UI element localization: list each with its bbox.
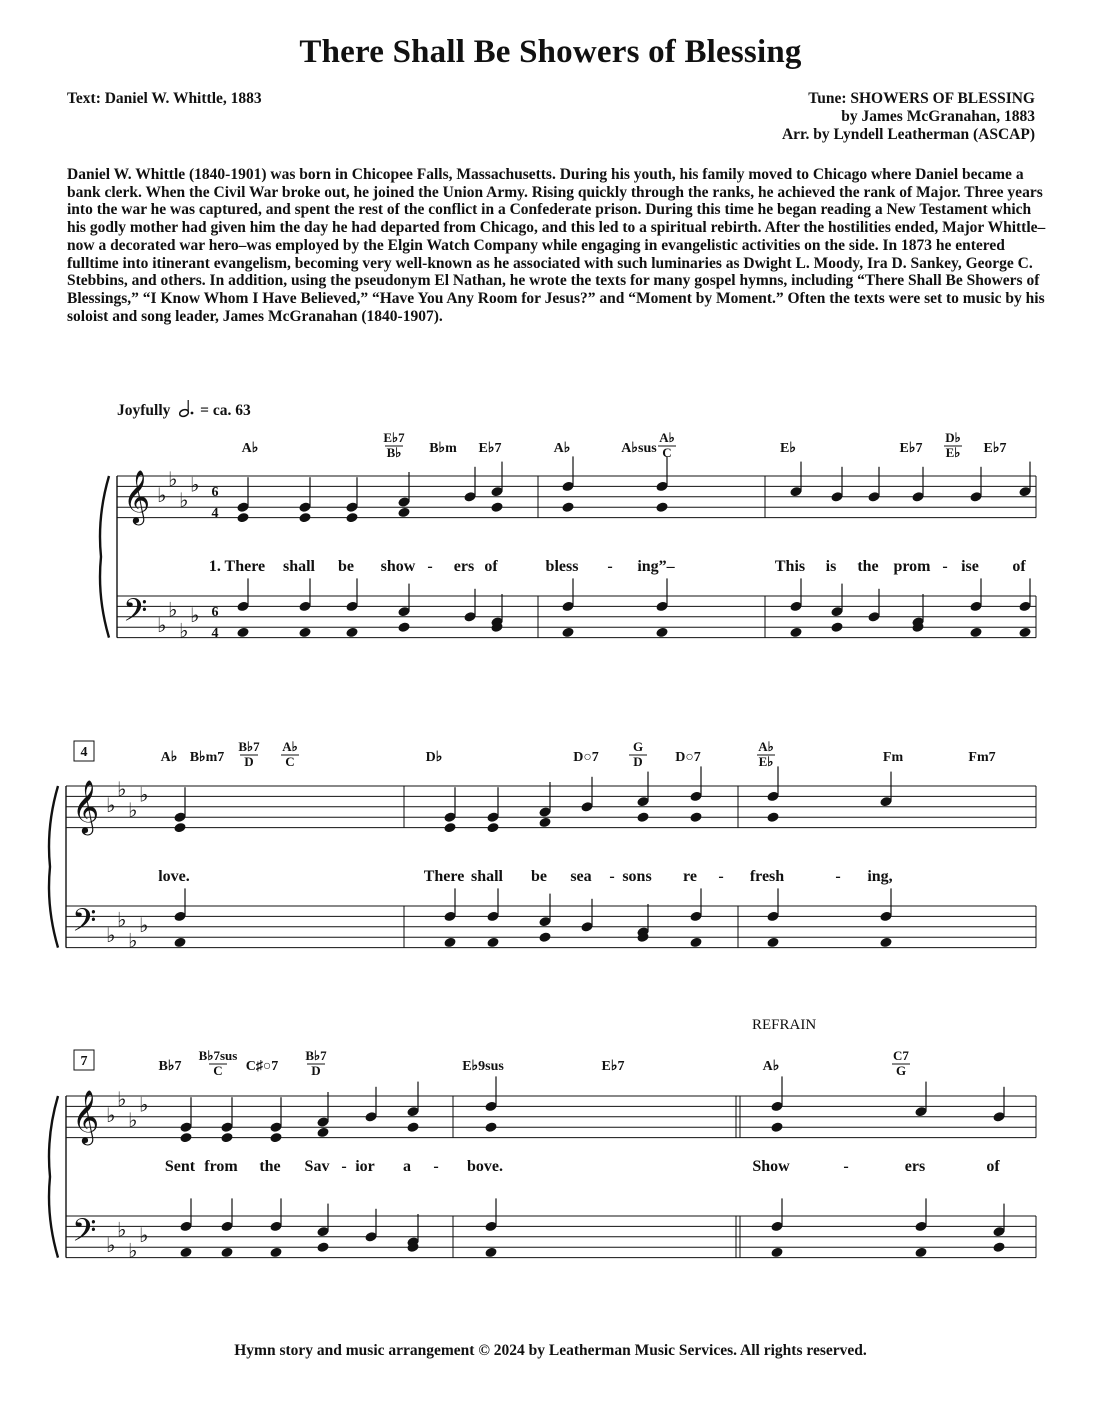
lyric-syllable: - xyxy=(341,1158,347,1175)
chord-symbol: E♭9sus xyxy=(462,1059,504,1074)
flat-icon: ♭ xyxy=(128,798,138,822)
flat-icon: ♭ xyxy=(117,907,127,932)
lyric-syllable: - xyxy=(942,558,948,575)
chord-symbol: E♭7 xyxy=(983,441,1007,456)
chord-symbol-bottom: D xyxy=(244,754,254,769)
bass-note xyxy=(179,1247,192,1259)
flat-icon: ♭ xyxy=(139,1222,149,1247)
bass-note xyxy=(443,937,456,949)
flat-icon: ♭ xyxy=(139,912,149,937)
chord-symbol-top: B♭7 xyxy=(238,739,260,754)
flat-icon: ♭ xyxy=(157,613,167,638)
chord-symbol: A♭ xyxy=(762,1059,780,1074)
flat-icon: ♭ xyxy=(106,923,116,948)
lyric-syllable: sons xyxy=(622,868,652,885)
lyric-syllable: of xyxy=(986,1158,1000,1175)
lyric-syllable: ing, xyxy=(867,868,893,885)
lyric-syllable: re xyxy=(683,868,697,885)
chord-symbol-top: A♭ xyxy=(659,430,675,445)
bass-note xyxy=(1018,627,1031,639)
chord-symbol-bottom: D xyxy=(311,1063,321,1078)
chord-symbol-bottom: C xyxy=(213,1063,223,1078)
flat-icon: ♭ xyxy=(190,602,200,627)
lyric-syllable: bless xyxy=(545,558,579,575)
flat-icon: ♭ xyxy=(128,1108,138,1132)
lyric-syllable: shall xyxy=(470,868,504,885)
treble-note xyxy=(538,817,551,829)
treble-note xyxy=(770,1121,783,1133)
measure-number: 4 xyxy=(80,745,88,760)
flat-icon: ♭ xyxy=(106,1102,116,1127)
flat-icon: ♭ xyxy=(128,1238,138,1263)
chord-symbol-top: A♭ xyxy=(282,739,298,754)
tune-credit-line3: Arr. by Lyndell Leatherman (ASCAP) xyxy=(781,126,1035,143)
chord-symbol: B♭m xyxy=(429,441,457,456)
chord-symbol-bottom: D xyxy=(633,754,643,769)
lyric-syllable: - xyxy=(427,558,433,575)
bass-note xyxy=(766,937,779,949)
treble-note xyxy=(636,811,649,823)
treble-clef-icon: 𝄞 xyxy=(72,779,100,833)
treble-note xyxy=(490,501,503,513)
lyric-syllable: 1. There xyxy=(208,558,266,575)
chord-symbol-bottom: G xyxy=(895,1063,907,1078)
bass-note xyxy=(914,1247,927,1259)
refrain-label: REFRAIN xyxy=(752,1017,817,1033)
treble-note xyxy=(173,822,186,834)
chord-symbol-bottom: C xyxy=(285,754,295,769)
lyric-syllable: is xyxy=(825,558,837,575)
bass-note xyxy=(538,931,551,943)
lyric-syllable: - xyxy=(607,558,613,575)
chord-symbol: E♭ xyxy=(780,441,796,456)
tune-credit-line2: by James McGranahan, 1883 xyxy=(841,108,1035,125)
lyric-syllable: love. xyxy=(158,868,190,885)
lyric-syllable: ers xyxy=(904,1158,926,1175)
chord-symbol-bottom: E♭ xyxy=(758,754,774,769)
bass-note xyxy=(789,627,802,639)
chord-symbol: E♭7 xyxy=(899,441,923,456)
tempo-word: Joyfully xyxy=(117,402,171,419)
chord-symbol-top: G xyxy=(632,739,644,754)
bass-note xyxy=(830,621,843,633)
chord-symbol: E♭7 xyxy=(478,441,502,456)
tune-credit-line1: Tune: SHOWERS OF BLESSING xyxy=(808,90,1035,107)
bass-note xyxy=(879,937,892,949)
bass-note xyxy=(397,621,410,633)
flat-icon: ♭ xyxy=(117,777,127,802)
chord-symbol: A♭ xyxy=(553,441,571,456)
brace xyxy=(49,786,58,948)
chord-symbol: B♭m7 xyxy=(189,750,225,765)
bass-note xyxy=(486,937,499,949)
chord-symbol: B♭7 xyxy=(158,1059,182,1074)
lyric-syllable: This xyxy=(774,558,806,575)
lyric-syllable: be xyxy=(531,868,547,885)
flat-icon: ♭ xyxy=(190,472,200,497)
lyric-syllable: be xyxy=(338,558,354,575)
lyric-syllable: the xyxy=(259,1158,281,1175)
chord-symbol: D○7 xyxy=(675,750,701,765)
lyric-syllable: ing”– xyxy=(637,558,675,575)
chord-symbol-top: D♭ xyxy=(945,430,961,445)
lyric-syllable: of xyxy=(484,558,498,575)
chord-symbol: Fm xyxy=(882,750,904,765)
lyric-syllable: ior xyxy=(355,1158,375,1175)
time-sig-top: 6 xyxy=(211,605,219,620)
chord-symbol: Fm7 xyxy=(968,750,996,765)
bass-note xyxy=(992,1241,1005,1253)
chord-symbol: C♯○7 xyxy=(245,1059,279,1074)
lyric-syllable: - xyxy=(843,1158,849,1175)
bass-note xyxy=(770,1247,783,1259)
lyric-syllable: Show xyxy=(752,1158,790,1175)
lyric-syllable: a xyxy=(403,1158,411,1175)
lyric-syllable: Sav xyxy=(304,1158,330,1175)
lyric-syllable: - xyxy=(609,868,615,885)
lyric-syllable: sea xyxy=(570,868,592,885)
treble-note xyxy=(179,1132,192,1144)
bass-clef-icon: 𝄢 xyxy=(72,902,97,946)
lyric-syllable: Sent xyxy=(164,1158,196,1175)
lyric-syllable: ise xyxy=(961,558,979,575)
time-sig-top: 6 xyxy=(211,485,219,500)
hymn-story: Daniel W. Whittle (1840-1901) was born in Chicopee Falls, Massachusetts. During his youth, his family moved to Chicago where Daniel became a bank clerk. When the Civil War broke out, he joined the Union Army. Rising quickly through the ranks, he achieved the rank of Major. Three years into the war he was captured, and spent the rest of the conflict in a Confederate prison. During this time he began reading a New Testament which his godly mother had given him the day he had departed from Chicago, and this led to a spiritual rebirth. After the hostilities ended, Major Whittle–now a decorated war hero–was employed by the Elgin Watch Company while engaging in evangelistic activities on the side. In 1873 he entered fulltime into itinerant evangelism, becoming very well-known as he associated with such luminaries as Dwight L. Moody, Ira D. Sankey, George C. Stebbins, and others. In addition, using the pseudonym El Nathan, he wrote the texts for many gospel hymns, including “There Shall Be Showers of Blessings,” “I Know Whom I Have Believed,” “Have You Any Room for Jesus?” and “Moment by Moment.” Often the texts were set to music by his soloist and song leader, James McGranahan (1840-1907). xyxy=(67,166,1046,325)
bass-note xyxy=(345,627,358,639)
treble-clef-icon: 𝄞 xyxy=(72,1089,100,1143)
lyric-syllable: show xyxy=(380,558,416,575)
chord-symbol-bottom: C xyxy=(662,445,672,460)
flat-icon: ♭ xyxy=(139,782,149,807)
flat-icon: ♭ xyxy=(106,792,116,817)
lyric-syllable: - xyxy=(835,868,841,885)
treble-note xyxy=(655,501,668,513)
flat-icon: ♭ xyxy=(117,1217,127,1242)
treble-note xyxy=(561,501,574,513)
lyric-syllable: from xyxy=(204,1158,238,1175)
treble-note xyxy=(486,822,499,834)
chord-symbol-top: A♭ xyxy=(758,739,774,754)
chord-symbol-top: B♭7sus xyxy=(198,1048,238,1063)
bass-clef-icon: 𝄢 xyxy=(123,592,148,636)
bass-note xyxy=(173,937,186,949)
bass-note xyxy=(484,1247,497,1259)
lyric-syllable: fresh xyxy=(749,868,785,885)
time-sig-bottom: 4 xyxy=(211,506,219,521)
flat-icon: ♭ xyxy=(168,467,178,492)
bass-note xyxy=(655,627,668,639)
chord-symbol: A♭ xyxy=(241,441,259,456)
bass-note xyxy=(316,1241,329,1253)
tempo-value: = ca. 63 xyxy=(200,402,251,419)
lyric-syllable: ers xyxy=(453,558,475,575)
treble-note xyxy=(484,1121,497,1133)
text-credit: Text: Daniel W. Whittle, 1883 xyxy=(67,90,262,107)
bass-note xyxy=(269,1247,282,1259)
lyric-syllable: There xyxy=(423,868,465,885)
hymn-title: There Shall Be Showers of Blessing xyxy=(299,34,802,70)
copyright-footer: Hymn story and music arrangement © 2024 by Leatherman Music Services. All rights reserved. xyxy=(234,1342,867,1359)
brace xyxy=(100,476,109,638)
flat-icon: ♭ xyxy=(168,597,178,622)
treble-note xyxy=(406,1121,419,1133)
treble-note xyxy=(397,507,410,519)
treble-note xyxy=(269,1132,282,1144)
lyric-syllable: of xyxy=(1012,558,1026,575)
bass-note xyxy=(969,627,982,639)
chord-symbol: A♭ xyxy=(160,750,178,765)
measure-number: 7 xyxy=(80,1054,88,1069)
chord-symbol-top: C7 xyxy=(893,1048,909,1063)
chord-symbol: D○7 xyxy=(573,750,599,765)
flat-icon: ♭ xyxy=(128,928,138,953)
chord-symbol-bottom: E♭ xyxy=(945,445,961,460)
bass-note xyxy=(220,1247,233,1259)
treble-clef-icon: 𝄞 xyxy=(123,469,151,523)
chord-symbol-bottom: B♭ xyxy=(386,445,402,460)
chord-symbol-top: B♭7 xyxy=(305,1048,327,1063)
lyric-syllable: shall xyxy=(282,558,316,575)
flat-icon: ♭ xyxy=(139,1092,149,1117)
bass-note xyxy=(298,627,311,639)
treble-note xyxy=(345,512,358,524)
bass-note xyxy=(236,627,249,639)
lyric-syllable: the xyxy=(857,558,879,575)
lyric-syllable: prom xyxy=(893,558,931,575)
chord-symbol: D♭ xyxy=(425,750,443,765)
chord-symbol: A♭sus xyxy=(621,441,657,456)
treble-note xyxy=(316,1127,329,1139)
flat-icon: ♭ xyxy=(106,1233,116,1258)
time-sig-bottom: 4 xyxy=(211,626,219,641)
treble-note xyxy=(220,1132,233,1144)
brace xyxy=(49,1096,58,1258)
treble-note xyxy=(689,811,702,823)
flat-icon: ♭ xyxy=(179,618,189,643)
chord-symbol: E♭7 xyxy=(601,1059,625,1074)
bass-note xyxy=(561,627,574,639)
bass-note xyxy=(689,937,702,949)
treble-note xyxy=(236,512,249,524)
chord-symbol-top: E♭7 xyxy=(383,430,405,445)
treble-note xyxy=(443,822,456,834)
flat-icon: ♭ xyxy=(117,1087,127,1112)
treble-note xyxy=(298,512,311,524)
lyric-syllable: - xyxy=(433,1158,439,1175)
flat-icon: ♭ xyxy=(179,488,189,512)
bass-clef-icon: 𝄢 xyxy=(72,1212,97,1256)
lyric-syllable: - xyxy=(718,868,724,885)
lyric-syllable: bove. xyxy=(467,1158,503,1175)
flat-icon: ♭ xyxy=(157,482,167,507)
treble-note xyxy=(766,811,779,823)
